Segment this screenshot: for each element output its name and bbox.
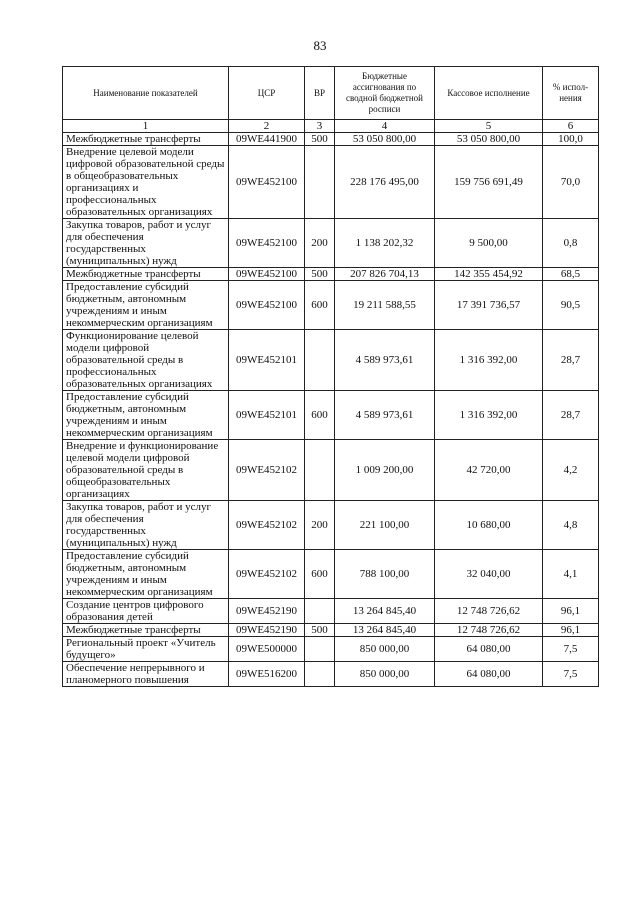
cell-budget: 850 000,00 [335, 662, 435, 687]
table-row [63, 281, 599, 330]
cell-pct: 4,1 [543, 550, 599, 599]
table-row [63, 330, 599, 391]
table-header-row [63, 67, 599, 120]
column-number: 2 [229, 120, 305, 133]
cell-pct: 70,0 [543, 146, 599, 219]
cell-csr: 09WE452100 [229, 146, 305, 219]
column-number-row [63, 120, 599, 133]
cell-cash: 9 500,00 [435, 219, 543, 268]
cell-budget: 1 009 200,00 [335, 440, 435, 501]
table-row [63, 662, 599, 687]
page-number: 83 [313, 38, 327, 53]
cell-pct: 96,1 [543, 599, 599, 624]
cell-name: Закупка товаров, работ и услуг для обеспечения государственных (муниципальных) нужд [63, 219, 229, 268]
cell-cash: 12 748 726,62 [435, 624, 543, 637]
cell-csr: 09WE452102 [229, 550, 305, 599]
column-number: 5 [435, 120, 543, 133]
cell-vr: 600 [305, 391, 335, 440]
cell-csr: 09WE452102 [229, 440, 305, 501]
cell-cash: 159 756 691,49 [435, 146, 543, 219]
table-row [63, 624, 599, 637]
cell-name: Закупка товаров, работ и услуг для обеспечения государственных (муниципальных) нужд [63, 501, 229, 550]
cell-pct: 7,5 [543, 637, 599, 662]
cell-pct: 100,0 [543, 133, 599, 146]
cell-pct: 4,8 [543, 501, 599, 550]
cell-name: Внедрение и функционирование целевой модели цифровой образовательной среды в общеобразовательных организациях [63, 440, 229, 501]
table-row [63, 133, 599, 146]
header-budget: Бюджетные ассигнования по сводной бюджетной росписи [335, 67, 435, 120]
cell-budget: 788 100,00 [335, 550, 435, 599]
column-number: 3 [305, 120, 335, 133]
table-row [63, 391, 599, 440]
column-number: 6 [543, 120, 599, 133]
table-body [63, 133, 599, 687]
cell-name: Предоставление субсидий бюджетным, автономным учреждениям и иным некоммерческим организациям [63, 391, 229, 440]
cell-budget: 850 000,00 [335, 637, 435, 662]
header-name: Наименование показателей [63, 67, 229, 120]
cell-csr: 09WE441900 [229, 133, 305, 146]
cell-name: Предоставление субсидий бюджетным, автономным учреждениям и иным некоммерческим организациям [63, 550, 229, 599]
cell-csr: 09WE452100 [229, 268, 305, 281]
cell-pct: 28,7 [543, 391, 599, 440]
cell-vr: 600 [305, 550, 335, 599]
cell-budget: 221 100,00 [335, 501, 435, 550]
cell-csr: 09WE452102 [229, 501, 305, 550]
cell-name: Функционирование целевой модели цифровой образовательной среды в профессиональных образовательных организациях [63, 330, 229, 391]
column-number: 4 [335, 120, 435, 133]
table-row [63, 268, 599, 281]
cell-vr: 600 [305, 281, 335, 330]
cell-vr [305, 662, 335, 687]
cell-budget: 53 050 800,00 [335, 133, 435, 146]
cell-budget: 228 176 495,00 [335, 146, 435, 219]
header-vr: ВР [305, 67, 335, 120]
cell-budget: 13 264 845,40 [335, 599, 435, 624]
cell-budget: 4 589 973,61 [335, 330, 435, 391]
cell-cash: 10 680,00 [435, 501, 543, 550]
cell-pct: 28,7 [543, 330, 599, 391]
budget-execution-table [62, 66, 599, 687]
cell-vr [305, 146, 335, 219]
cell-cash: 64 080,00 [435, 637, 543, 662]
header-pct: % испол-нения [543, 67, 599, 120]
cell-pct: 7,5 [543, 662, 599, 687]
cell-vr: 200 [305, 501, 335, 550]
cell-name: Предоставление субсидий бюджетным, автономным учреждениям и иным некоммерческим организациям [63, 281, 229, 330]
cell-vr: 500 [305, 133, 335, 146]
cell-csr: 09WE452100 [229, 281, 305, 330]
cell-budget: 207 826 704,13 [335, 268, 435, 281]
header-csr: ЦСР [229, 67, 305, 120]
cell-cash: 32 040,00 [435, 550, 543, 599]
cell-budget: 1 138 202,32 [335, 219, 435, 268]
cell-cash: 1 316 392,00 [435, 330, 543, 391]
cell-cash: 53 050 800,00 [435, 133, 543, 146]
cell-vr [305, 330, 335, 391]
cell-pct: 4,2 [543, 440, 599, 501]
cell-cash: 1 316 392,00 [435, 391, 543, 440]
cell-name: Создание центров цифрового образования детей [63, 599, 229, 624]
table-row [63, 146, 599, 219]
table-row [63, 219, 599, 268]
cell-name: Межбюджетные трансферты [63, 268, 229, 281]
cell-name: Межбюджетные трансферты [63, 133, 229, 146]
table-row [63, 440, 599, 501]
cell-pct: 0,8 [543, 219, 599, 268]
cell-vr [305, 440, 335, 501]
cell-vr [305, 637, 335, 662]
cell-cash: 17 391 736,57 [435, 281, 543, 330]
cell-cash: 42 720,00 [435, 440, 543, 501]
cell-name: Внедрение целевой модели цифровой образовательной среды в общеобразовательных организациях и профессиональных образовательных организациях [63, 146, 229, 219]
cell-csr: 09WE516200 [229, 662, 305, 687]
cell-cash: 142 355 454,92 [435, 268, 543, 281]
header-cash: Кассовое исполнение [435, 67, 543, 120]
cell-csr: 09WE500000 [229, 637, 305, 662]
cell-vr: 500 [305, 624, 335, 637]
cell-pct: 90,5 [543, 281, 599, 330]
cell-csr: 09WE452190 [229, 624, 305, 637]
cell-cash: 12 748 726,62 [435, 599, 543, 624]
cell-name: Обеспечение непрерывного и планомерного повышения [63, 662, 229, 687]
cell-budget: 19 211 588,55 [335, 281, 435, 330]
cell-csr: 09WE452190 [229, 599, 305, 624]
cell-name: Региональный проект «Учитель будущего» [63, 637, 229, 662]
cell-csr: 09WE452101 [229, 391, 305, 440]
cell-pct: 68,5 [543, 268, 599, 281]
cell-cash: 64 080,00 [435, 662, 543, 687]
table-row [63, 550, 599, 599]
cell-vr [305, 599, 335, 624]
cell-budget: 13 264 845,40 [335, 624, 435, 637]
table-row [63, 599, 599, 624]
cell-vr: 500 [305, 268, 335, 281]
cell-csr: 09WE452101 [229, 330, 305, 391]
cell-pct: 96,1 [543, 624, 599, 637]
table-row [63, 501, 599, 550]
column-number: 1 [63, 120, 229, 133]
cell-name: Межбюджетные трансферты [63, 624, 229, 637]
cell-budget: 4 589 973,61 [335, 391, 435, 440]
cell-csr: 09WE452100 [229, 219, 305, 268]
table-row [63, 637, 599, 662]
cell-vr: 200 [305, 219, 335, 268]
